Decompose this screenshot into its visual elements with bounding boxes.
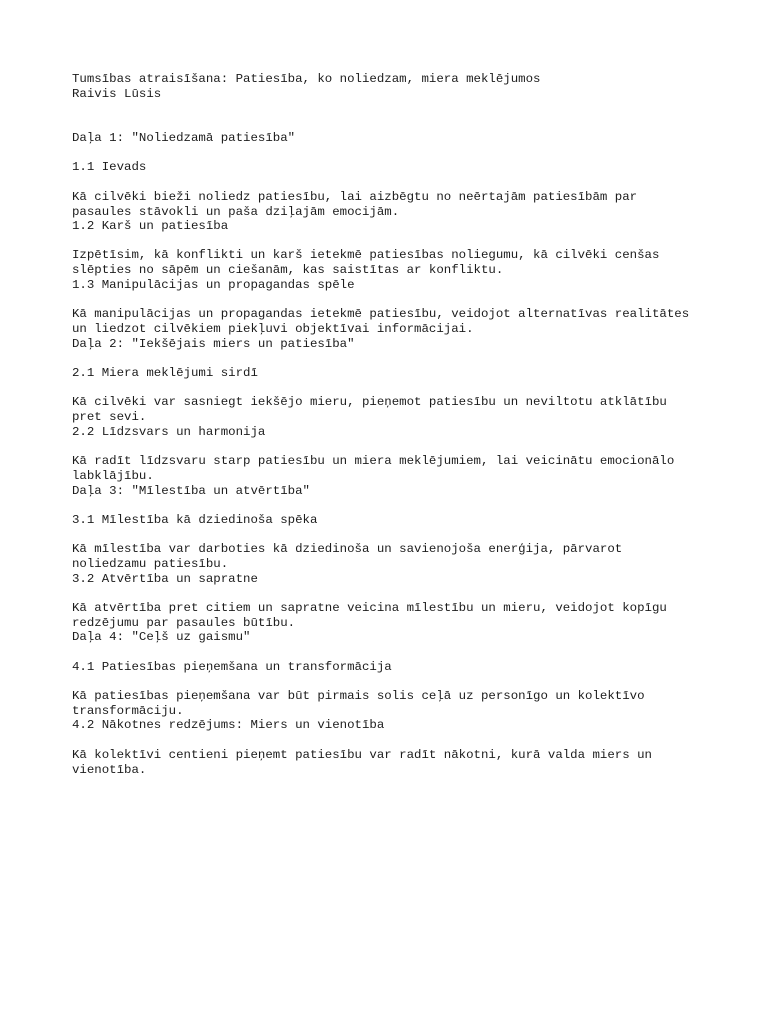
section-heading: 4.2 Nākotnes redzējums: Miers un vienotība bbox=[72, 718, 385, 732]
document-author: Raivis Lūsis bbox=[72, 87, 162, 101]
paragraph-line: Kā mīlestība var darboties kā dziedinoša un savienojoša enerģija, pārvarot bbox=[72, 542, 623, 556]
paragraph-line: Kā manipulācijas un propagandas ietekmē patiesību, veidojot alternatīvas realitātes bbox=[72, 307, 690, 321]
paragraph-line: labklājību. bbox=[72, 469, 154, 483]
section-heading: 1.3 Manipulācijas un propagandas spēle bbox=[72, 278, 355, 292]
section-heading: 2.1 Miera meklējumi sirdī bbox=[72, 366, 258, 380]
paragraph-line: Kā cilvēki var sasniegt iekšējo mieru, pieņemot patiesību un neviltotu atklātību bbox=[72, 395, 667, 409]
paragraph-line: vienotība. bbox=[72, 763, 147, 777]
section-heading: 2.2 Līdzsvars un harmonija bbox=[72, 425, 266, 439]
part-heading: Daļa 1: "Noliedzamā patiesība" bbox=[72, 131, 296, 145]
paragraph-line: un liedzot cilvēkiem piekļuvi objektīvai informācijai. bbox=[72, 322, 474, 336]
paragraph-line: pasaules stāvokli un paša dziļajām emocijām. bbox=[72, 205, 400, 219]
part-heading: Daļa 4: "Ceļš uz gaismu" bbox=[72, 630, 251, 644]
part-heading: Daļa 2: "Iekšējais miers un patiesība" bbox=[72, 337, 355, 351]
paragraph-line: redzējumu par pasaules būtību. bbox=[72, 616, 296, 630]
paragraph-line: slēpties no sāpēm un ciešanām, kas saistītas ar konfliktu. bbox=[72, 263, 504, 277]
section-heading: 1.2 Karš un patiesība bbox=[72, 219, 229, 233]
section-heading: 4.1 Patiesības pieņemšana un transformācija bbox=[72, 660, 392, 674]
paragraph-line: Kā radīt līdzsvaru starp patiesību un miera meklējumiem, lai veicinātu emocionālo bbox=[72, 454, 675, 468]
paragraph-line: Izpētīsim, kā konflikti un karš ietekmē patiesības noliegumu, kā cilvēki cenšas bbox=[72, 248, 660, 262]
paragraph-line: Kā atvērtība pret citiem un sapratne veicina mīlestību un mieru, veidojot kopīgu bbox=[72, 601, 667, 615]
paragraph-line: Kā patiesības pieņemšana var būt pirmais solis ceļā uz personīgo un kolektīvo bbox=[72, 689, 645, 703]
paragraph-line: Kā kolektīvi centieni pieņemt patiesību var radīt nākotni, kurā valda miers un bbox=[72, 748, 652, 762]
document-title: Tumsības atraisīšana: Patiesība, ko noliedzam, miera meklējumos bbox=[72, 72, 541, 86]
section-heading: 3.2 Atvērtība un sapratne bbox=[72, 572, 258, 586]
paragraph-line: transformāciju. bbox=[72, 704, 184, 718]
section-heading: 3.1 Mīlestība kā dziedinoša spēka bbox=[72, 513, 318, 527]
section-heading: 1.1 Ievads bbox=[72, 160, 147, 174]
paragraph-line: pret sevi. bbox=[72, 410, 147, 424]
paragraph-line: noliedzamu patiesību. bbox=[72, 557, 229, 571]
paragraph-line: Kā cilvēki bieži noliedz patiesību, lai aizbēgtu no neērtajām patiesībām par bbox=[72, 190, 638, 204]
part-heading: Daļa 3: "Mīlestība un atvērtība" bbox=[72, 484, 310, 498]
